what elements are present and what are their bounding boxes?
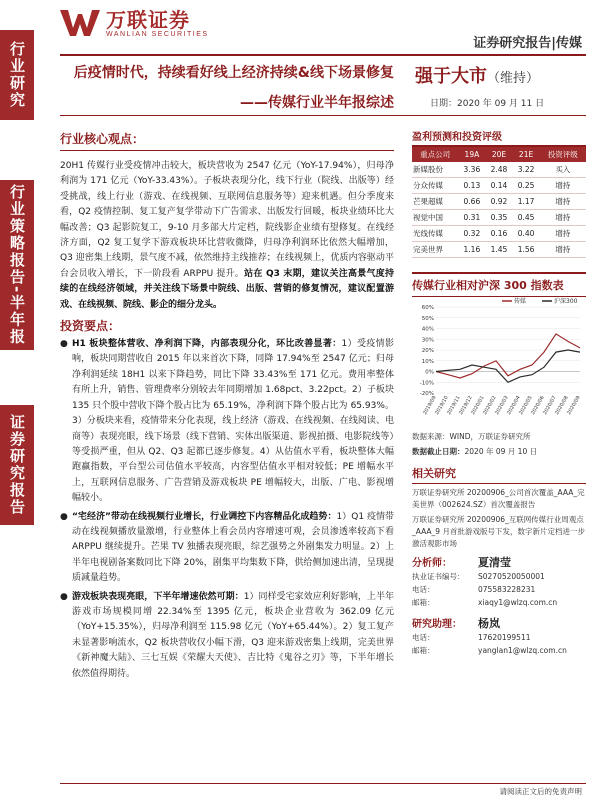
x-tick-label: 2020/06 <box>530 395 546 416</box>
report-date: 日期：2020 年 09 月 11 日 <box>430 99 545 109</box>
x-tick-label: 2020/09 <box>566 395 582 416</box>
logo-cn-text: 万联证券 <box>106 7 190 32</box>
related-research-heading: 相关研究 <box>412 465 586 484</box>
investment-bullet-3 <box>60 590 394 682</box>
table-cell: 0.66 <box>458 194 485 210</box>
bullet-dot-icon: ● <box>60 339 68 350</box>
x-tick-label: 2019/10 <box>434 395 450 416</box>
x-tick-label: 2020/04 <box>506 395 522 416</box>
chart-source: 数据来源：WIND，万联证券研究所 <box>412 432 531 441</box>
table-cell: 新媒股份 <box>412 162 458 178</box>
y-tick-label: 50% <box>421 315 434 322</box>
rating <box>415 62 539 88</box>
side-panel <box>412 128 586 657</box>
footer-divider <box>60 783 586 784</box>
table-cell: 0.16 <box>485 226 512 242</box>
table-cell: 分众传媒 <box>412 178 458 194</box>
core-view-heading: 行业核心观点： <box>60 130 394 151</box>
table-cell: 1.17 <box>513 194 540 210</box>
investment-bullet-2 <box>60 510 394 587</box>
bullet2-text: 1）Q1 疫情带动在线视频播放量激增，行业整体上看会员内容增速可观，会员渗透率较高下看 ARPPU 继续提升。芒果 TV 独播表现亮眼，综艺强势之外剧集发力明显。2）上半年电视剧备案数同比下降 20%，剧集平均集数下降，供给侧加速出清，呈现提质减量趋势。 <box>72 511 394 584</box>
sidebar-block1-label: 行业研究 <box>8 41 26 109</box>
y-tick-label: -20% <box>419 391 434 397</box>
phone-label: 电话： <box>412 585 435 594</box>
table-cell: 3.36 <box>458 162 485 178</box>
table-cell: 0.32 <box>458 226 485 242</box>
bullet-dot-icon: ● <box>60 511 68 522</box>
y-tick-label: 20% <box>421 348 434 354</box>
analyst-email[interactable]: xiaqy1@wlzq.com.cn <box>478 598 558 607</box>
sidebar-block-industry-research <box>0 30 34 120</box>
x-tick-label: 2019/11 <box>446 395 462 416</box>
y-tick-label: -10% <box>419 380 434 387</box>
table-cell: 0.40 <box>513 226 540 242</box>
sidebar-block-securities-report <box>0 405 34 525</box>
analyst-phone: 075583228231 <box>478 585 536 594</box>
chart-date-value: 2020 年 09 月 10 日 <box>464 447 538 456</box>
chart-title: 传媒行业相对沪深 300 指数表 <box>412 274 586 297</box>
forecast-table <box>412 147 586 258</box>
sidebar-block3-label: 证券研究报告 <box>8 414 26 516</box>
table-cell: 买入 <box>540 162 586 178</box>
core-view-paragraph <box>60 159 394 313</box>
rating-note: （维持） <box>487 71 540 86</box>
bullet3-bold: 游戏板块表现亮眼，下半年增速依然可期： <box>72 591 244 602</box>
table-row <box>412 210 586 226</box>
x-tick-label: 2020/02 <box>482 395 498 416</box>
x-tick-label: 2020/07 <box>542 395 558 416</box>
core-view-bold: 站在 Q3 末期，建议关注高景气度持续的在线经济领域，并关注线下场景中院线、出版、营销的修复情况，建议配置游戏、在线视频、院线、影企的细分龙头。 <box>60 268 395 310</box>
bullet1-bold: H1 板块整体营收、净利润下降，内部表现分化，环比改善显著： <box>72 339 342 350</box>
report-title: 后疫情时代，持续看好线上经济持续&线下场景修复 <box>73 65 394 81</box>
bullet-dot-icon: ● <box>60 591 68 602</box>
y-tick-label: 10% <box>421 358 434 365</box>
table-cell: 光线传媒 <box>412 226 458 242</box>
x-tick-label: 2020/05 <box>518 395 534 416</box>
analyst-name: 夏清莹 <box>478 556 511 569</box>
legend-label: 传媒 <box>514 298 527 305</box>
table-row <box>412 226 586 242</box>
logo-w-icon <box>60 8 100 38</box>
forecast-col-0: 重点公司 <box>412 147 458 162</box>
forecast-table-header <box>412 147 586 162</box>
forecast-heading: 盈利预测和投资评级 <box>412 128 586 147</box>
forecast-col-2: 20E <box>485 147 512 162</box>
main-content <box>60 130 394 682</box>
forecast-col-4: 投资评级 <box>540 147 586 162</box>
table-cell: 0.13 <box>458 178 485 194</box>
table-cell: 芒果超媒 <box>412 194 458 210</box>
cert-label: 执业证书编号： <box>412 572 465 581</box>
forecast-col-1: 19A <box>458 147 485 162</box>
phone-label: 电话： <box>412 633 435 642</box>
x-tick-label: 2019/09 <box>422 395 438 416</box>
forecast-col-3: 21E <box>513 147 540 162</box>
table-cell: 完美世界 <box>412 242 458 258</box>
related-item-1[interactable]: 万联证券研究所 20200906_公司首次覆盖_AAA_完美世界（002624.SZ）首次覆盖报告 <box>412 488 585 509</box>
table-cell: 0.14 <box>485 178 512 194</box>
analyst-info <box>412 556 586 657</box>
report-type: 证券研究报告|传媒 <box>473 36 582 51</box>
relative-index-chart <box>412 272 586 457</box>
table-cell: 0.35 <box>485 210 512 226</box>
header-divider <box>60 54 586 56</box>
table-cell: 0.45 <box>513 210 540 226</box>
title-divider <box>60 115 586 116</box>
investment-heading: 投资要点： <box>60 319 121 334</box>
bullet1-text: 1）受疫情影响，板块同期营收自 2015 年以来首次下降，同降 17.94%至 2547 亿元；归母净利润延续 18H1 以来下降趋势，同比下降 33.43%至 171 亿元。费用率整体有所上升，销售、管理费率分别较去年同期增加 1.68pct、3.22pct。2）子板块 135 只个股中营收下降个股占比为 65.19%，净利润下降个股占比为 65.93%。3）分板块来看，疫情带来分化表现，线上经济（游戏、在线视频、在线阅读、电商等）表现亮眼，线下场景（线下营销、实体出版渠道、影视拍摄、电影院线等）等受损严重，但从 Q2、Q3 起都已逐步修复。4）从估值水平看，板块整体大幅跑赢指数，平台型公司估值水平较高，内容型估值水平相对较低；PE 增幅水平上，互联网信息服务、广告营销及游戏板块 PE 增幅较大，出版、广电、影视增幅较小。 <box>72 339 394 504</box>
bullet3-text: 1）同样受宅家效应利好影响，上半年游戏市场规模同增 22.34%至 1395 亿元，板块企业营收为 362.09 亿元（YoY+15.35%），归母净利润至 115.98 亿元（YoY+65.44%）。2）复工复产未显著影响流水，Q2 板块营收仅小幅下滑，Q3 迎来游戏密集上线期，完美世界《新神魔大陆》、三七互娱《荣耀大天使》、吉比特《鬼谷之刃》等，下半年增长依然值得期待。 <box>72 591 394 679</box>
email-label: 邮箱： <box>412 598 435 607</box>
assistant-name: 杨岚 <box>478 617 500 630</box>
left-sidebar <box>0 0 34 800</box>
analyst-role: 分析师： <box>412 558 452 569</box>
report-subtitle: ——传媒行业半年报综述 <box>240 95 394 111</box>
table-cell: 3.22 <box>513 162 540 178</box>
related-item-2[interactable]: 万联证券研究所 20200906_互联网传媒行业周观点_AAA_9 月首批游戏版号下发，数字新片定档进一步激活观影市场 <box>412 515 585 548</box>
x-tick-label: 2020/03 <box>494 395 510 416</box>
bullet2-bold: “宅经济”带动在线视频行业增长，行业调控下内容精品化成趋势： <box>72 511 337 522</box>
table-cell: 0.92 <box>485 194 512 210</box>
y-tick-label: 60% <box>421 305 434 311</box>
table-cell: 增持 <box>540 194 586 210</box>
table-cell: 1.16 <box>458 242 485 258</box>
table-cell: 0.25 <box>513 178 540 194</box>
cert-number: S0270520050001 <box>478 572 545 581</box>
rating-value: 强于大市 <box>415 66 487 87</box>
footer-disclaimer[interactable]: 请阅读正文后的免责声明 <box>499 787 582 796</box>
logo-en-text: WANLIAN SECURITIES <box>106 30 209 38</box>
table-cell: 2.48 <box>485 162 512 178</box>
table-row <box>412 194 586 210</box>
chart-date-label: 数据截止日期： <box>412 447 465 456</box>
x-tick-label: 2020/01 <box>470 395 486 416</box>
table-cell: 增持 <box>540 226 586 242</box>
sidebar-block-strategy <box>0 180 34 350</box>
table-cell: 视觉中国 <box>412 210 458 226</box>
investment-bullet-1 <box>60 337 394 506</box>
table-row <box>412 162 586 178</box>
y-tick-label: 0% <box>425 369 434 376</box>
sidebar-block2-label: 行业策略报告-半年报 <box>8 184 26 346</box>
chart-svg <box>412 297 586 425</box>
y-tick-label: 40% <box>421 326 434 333</box>
core-view-text: 20H1 传媒行业受疫情冲击较大，板块营收为 2547 亿元（YoY-17.94%），归母净利润为 171 亿元（YoY-33.43%）。子板块表现分化，线下行业（院线、出版等）经受挑战，线上行业（游戏、在线视频、互联网信息服务等）迎来机遇。但分季度来看，Q2 疫情控制、复工复产复学带动下广告需求、出版发行回暖，板块业绩环比大幅改善；Q3 起影院复工，9-10 月多部大片定档，院线影企业绩有望修复。在线经济方面，Q2 复工复学下游戏板块环比营收微降，归母净利润环比依然大幅增加，Q3 迎密集上线期，景气度不减，依然维持主线推荐；在线视频上，优质内容驱动平台会员收入增长，下一阶段看 ARPPU 提升。 <box>60 161 394 279</box>
legend-label: 沪深300 <box>554 298 578 305</box>
chart-data-date <box>412 446 586 457</box>
assistant-phone: 17620199511 <box>478 633 531 642</box>
table-cell: 增持 <box>540 242 586 258</box>
company-logo <box>60 8 209 38</box>
table-row <box>412 242 586 258</box>
table-cell: 1.56 <box>513 242 540 258</box>
table-cell: 增持 <box>540 210 586 226</box>
x-tick-label: 2019/12 <box>458 395 474 416</box>
table-cell: 增持 <box>540 178 586 194</box>
table-cell: 0.31 <box>458 210 485 226</box>
x-tick-label: 2020/08 <box>554 395 570 416</box>
y-tick-label: 30% <box>421 337 434 344</box>
table-cell: 1.45 <box>485 242 512 258</box>
assistant-email[interactable]: yanglan1@wlzq.com.cn <box>478 646 567 655</box>
email-label: 邮箱： <box>412 646 435 655</box>
table-row <box>412 178 586 194</box>
assistant-role: 研究助理： <box>412 619 462 630</box>
